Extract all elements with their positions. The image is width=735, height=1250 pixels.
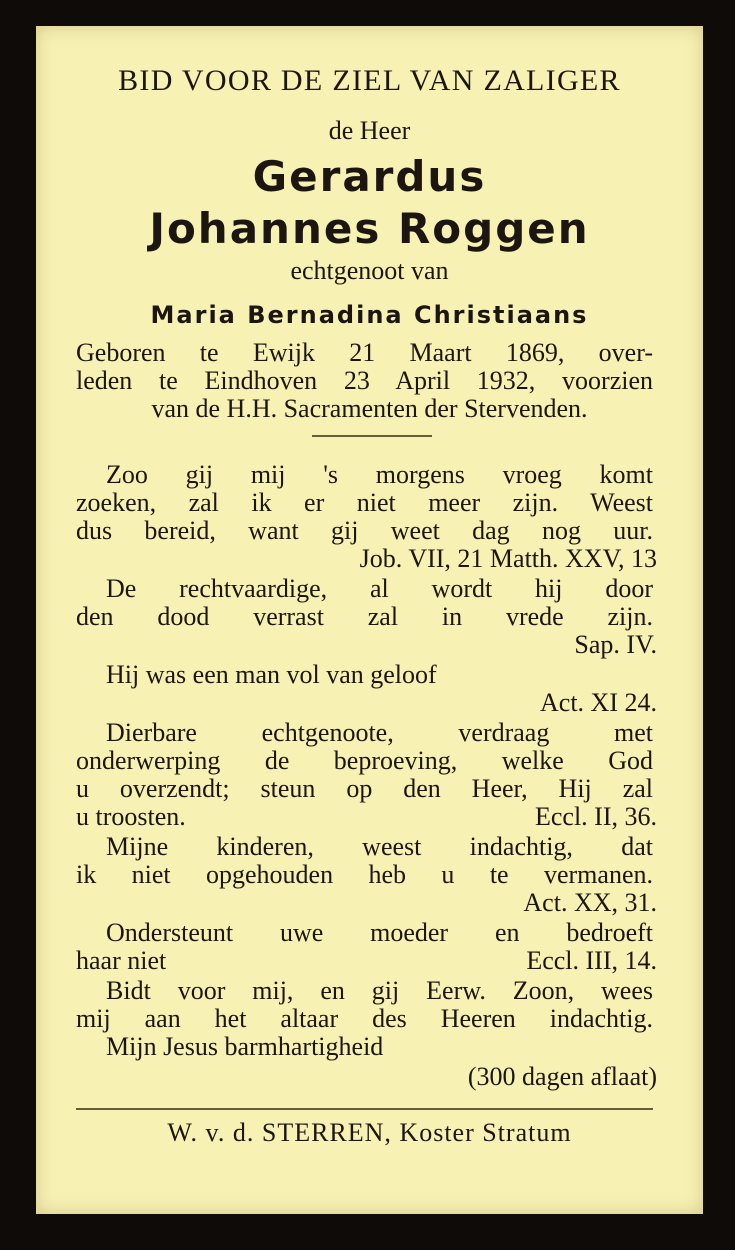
verse-line: dus bereid, want gij weet dag nog uur. — [76, 516, 653, 545]
spouse-label: echtgenoot van — [290, 256, 449, 285]
short-divider — [312, 435, 432, 437]
verse-line: onderwerping de beproeving, welke God — [76, 746, 653, 775]
verse-line: u troosten. — [76, 802, 186, 831]
verse-reference: Job. VII, 21 Matth. XXV, 13 — [359, 544, 657, 573]
verse-line: De rechtvaardige, al wordt hij door — [106, 574, 653, 603]
verse-line: Ondersteunt uwe moeder en bedroeft — [106, 918, 653, 947]
verse-line: ik niet opgehouden heb u te vermanen. — [76, 860, 653, 889]
bio-line: leden te Eindhoven 23 April 1932, voorzien — [76, 366, 653, 395]
verse-reference: Eccl. III, 14. — [526, 946, 657, 975]
bio-line: Geboren te Ewijk 21 Maart 1869, over- — [76, 338, 653, 367]
verse-line: den dood verrast zal in vrede zijn. — [76, 602, 653, 631]
verse-reference: Eccl. II, 36. — [534, 802, 657, 831]
prayer-line: Mijn Jesus barmhartigheid — [106, 1032, 384, 1061]
verse-line: Bidt voor mij, en gij Eerw. Zoon, wees — [106, 976, 653, 1005]
deceased-last-names: Johannes Roggen — [149, 204, 590, 253]
verse-reference: Sap. IV. — [574, 630, 657, 659]
footer-divider — [76, 1108, 653, 1110]
indulgence-note: (300 dagen aflaat) — [467, 1062, 657, 1091]
verse-line: mij aan het altaar des Heeren indachtig. — [76, 1004, 653, 1033]
honorific: de Heer — [328, 116, 411, 145]
bio-line: van de H.H. Sacramenten der Stervenden. — [151, 394, 588, 423]
verse-line: Mijne kinderen, weest indachtig, dat — [106, 832, 653, 861]
verse-line: Hij was een man vol van geloof — [106, 660, 437, 689]
printer-credit: W. v. d. STERREN, Koster Stratum — [167, 1118, 572, 1147]
verse-reference: Act. XI 24. — [540, 688, 657, 717]
verse-reference: Act. XX, 31. — [523, 888, 657, 917]
verse-line: u overzendt; steun op den Heer, Hij zal — [76, 774, 653, 803]
spouse-name: Maria Bernadina Christiaans — [150, 301, 589, 329]
memorial-card — [36, 26, 703, 1214]
card-title: BID VOOR DE ZIEL VAN ZALIGER — [118, 64, 621, 97]
verse-line: zoeken, zal ik er niet meer zijn. Weest — [76, 488, 653, 517]
verse-line: haar niet — [76, 946, 167, 975]
deceased-first-names: Gerardus — [252, 152, 487, 201]
verse-line: Zoo gij mij 's morgens vroeg komt — [106, 460, 653, 489]
verse-line: Dierbare echtgenoote, verdraag met — [106, 718, 653, 747]
